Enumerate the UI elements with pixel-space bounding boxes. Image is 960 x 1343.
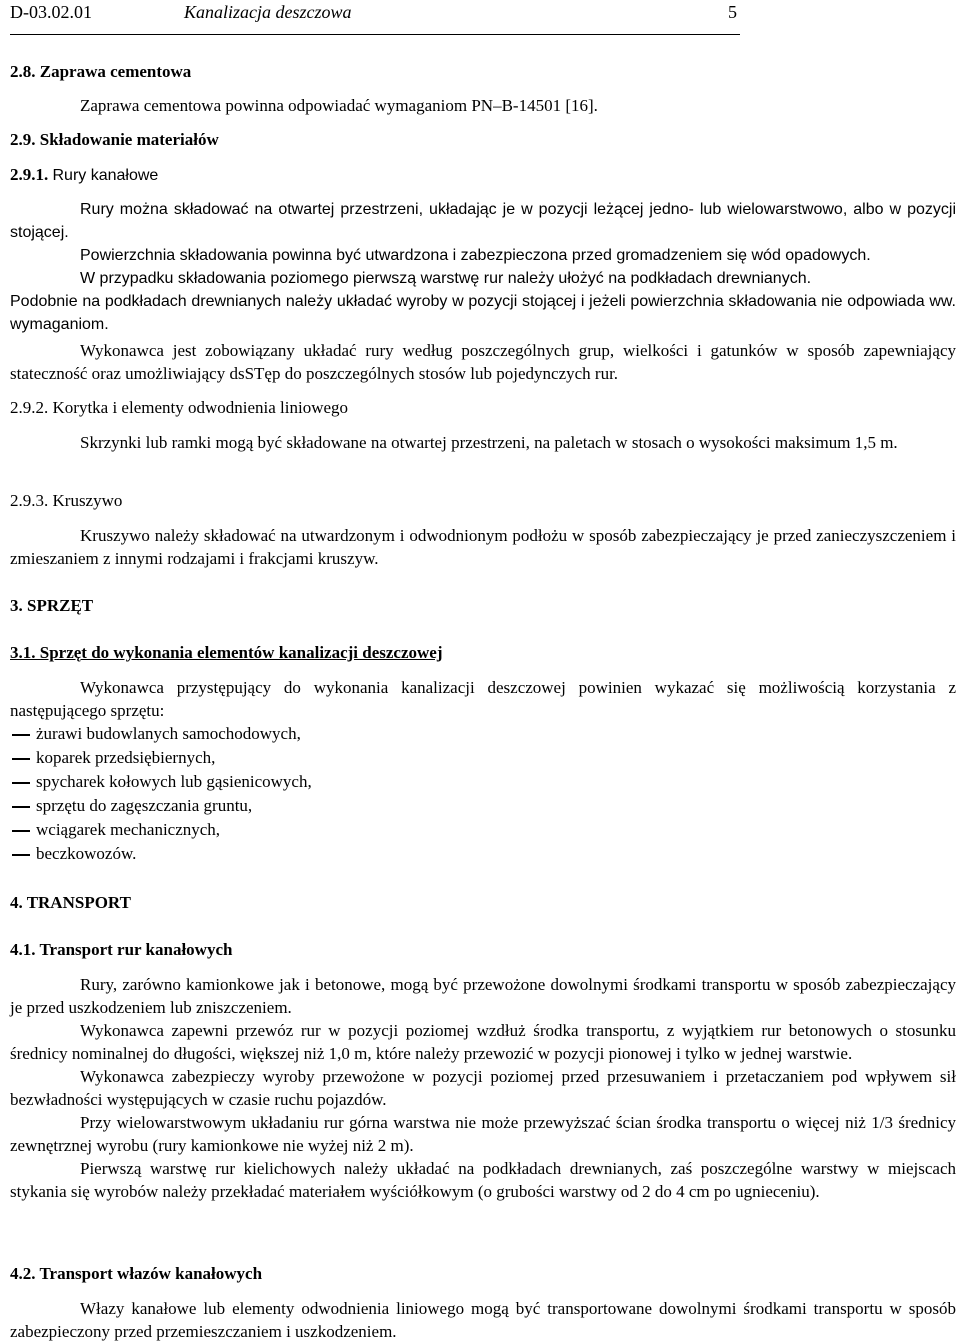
document-page <box>10 0 956 1341</box>
section-2-9-heading: 2.9. Składowanie materiałów <box>10 130 219 149</box>
list-item: beczkowozów. <box>10 842 956 866</box>
section-2-9-1-body <box>10 198 956 336</box>
list-item: koparek przedsiębiernych, <box>10 746 956 770</box>
list-item: żurawi budowlanych samochodowych, <box>10 722 956 746</box>
equipment-list <box>10 722 956 866</box>
section-2-8-heading: 2.8. Zaprawa cementowa <box>10 62 192 81</box>
list-item: spycharek kołowych lub gąsienicowych, <box>10 770 956 794</box>
paragraph: Wykonawca zabezpieczy wyroby przewożone w pozycji poziomej przed przesuwaniem i przetaczaniem pod wpływem sił bezwładności występujących w czasie ruchu pojazdów. <box>10 1067 956 1109</box>
section-4-1-heading: 4.1. Transport rur kanałowych <box>10 940 233 959</box>
section-2-9-3-paragraph: Kruszywo należy składować na utwardzonym i odwodnionym podłożu w sposób zabezpieczający je przed zanieczyszczeniem i zmieszaniem z innymi rodzajami i frakcjami kruszyw. <box>10 526 956 568</box>
section-2-8-text: Zaprawa cementowa powinna odpowiadać wymaganiom PN–B-14501 [16]. <box>80 96 598 115</box>
section-2-9-1-paragraph-5: Wykonawca jest zobowiązany układać rury według poszczególnych grup, wielkości i gatunków w sposób zapewniający stateczność oraz umożliwiający dsSTęp do poszczególnych stosów lub pojedynczych rur. <box>10 341 956 383</box>
paragraph: Wykonawca zapewni przewóz rur w pozycji poziomej wzdłuż środka transportu, z wyjątkiem rur betonowych o stosunku średnicy nominalnej do długości, większej niż 1,0 m, które należy przewozić w pozycji pionowej i tylko w jednej warstwie. <box>10 1021 956 1063</box>
paragraph: Pierwszą warstwę rur kielichowych należy układać na podkładach drewnianych, zaś poszczególne warstwy w miejscach stykania się wyrobów należy przekładać materiałem wyściółkowym (o grubości warstwy od 2 do 4 cm po ugnieceniu). <box>10 1159 956 1201</box>
paragraph: Podobnie na podkładach drewnianych należy układać wyroby w pozycji stojącej i jeżeli powierzchnia składowania nie odpowiada ww. wymaganiom. <box>10 293 956 333</box>
section-4-2-paragraph: Włazy kanałowe lub elementy odwodnienia liniowego mogą być transportowane dowolnymi środkami transportu w sposób zabezpieczony przed przemieszczaniem i uszkodzeniem. <box>10 1299 956 1341</box>
list-item: sprzętu do zagęszczania gruntu, <box>10 794 956 818</box>
section-3-heading: 3. SPRZĘT <box>10 596 94 615</box>
section-2-9-1-number: 2.9.1. <box>10 165 49 184</box>
section-2-9-1-title: Rury kanałowe <box>52 167 159 184</box>
section-2-9-3-heading: 2.9.3. Kruszywo <box>10 491 123 510</box>
section-2-9-1-heading <box>10 163 956 187</box>
section-2-9-2-paragraph: Skrzynki lub ramki mogą być składowane na otwartej przestrzeni, na paletach w stosach o wysokości maksimum 1,5 m. <box>80 433 898 452</box>
section-3-1-heading: 3.1. Sprzęt do wykonania elementów kanalizacji deszczowej <box>10 643 443 662</box>
document-code: D-03.02.01 <box>10 2 92 22</box>
section-4-2-heading: 4.2. Transport włazów kanałowych <box>10 1264 263 1283</box>
paragraph: W przypadku składowania poziomego pierwszą warstwę rur należy ułożyć na podkładach drewnianych. <box>80 270 812 287</box>
paragraph: Przy wielowarstwowym układaniu rur górna warstwa nie może przewyższać ścian środka transportu o więcej niż 1/3 średnicy zewnętrznej wyrobu (rury kamionkowe nie wyżej niż 2 m). <box>10 1113 956 1155</box>
paragraph: Rury można składować na otwartej przestrzeni, układając je w pozycji leżącej jedno- lub wielowarstwowo, albo w pozycji stojącej. <box>10 201 956 241</box>
section-4-heading: 4. TRANSPORT <box>10 893 131 912</box>
list-item: wciągarek mechanicznych, <box>10 818 956 842</box>
section-4-1-body <box>10 973 956 1203</box>
document-title: Kanalizacja deszczowa <box>184 2 352 22</box>
page-header <box>10 0 740 35</box>
section-3-1-paragraph: Wykonawca przystępujący do wykonania kanalizacji deszczowej powinien wykazać się możliwością korzystania z następującego sprzętu: <box>10 678 956 720</box>
section-2-9-2-heading: 2.9.2. Korytka i elementy odwodnienia liniowego <box>10 398 349 417</box>
page-number: 5 <box>728 2 737 22</box>
paragraph: Rury, zarówno kamionkowe jak i betonowe, mogą być przewożone dowolnymi środkami transportu w sposób zabezpieczający je przed uszkodzeniem lub zniszczeniem. <box>10 975 956 1017</box>
equipment-list-container <box>10 722 956 866</box>
paragraph: Powierzchnia składowania powinna być utwardzona i zabezpieczona przed gromadzeniem się wód opadowych. <box>80 247 871 264</box>
